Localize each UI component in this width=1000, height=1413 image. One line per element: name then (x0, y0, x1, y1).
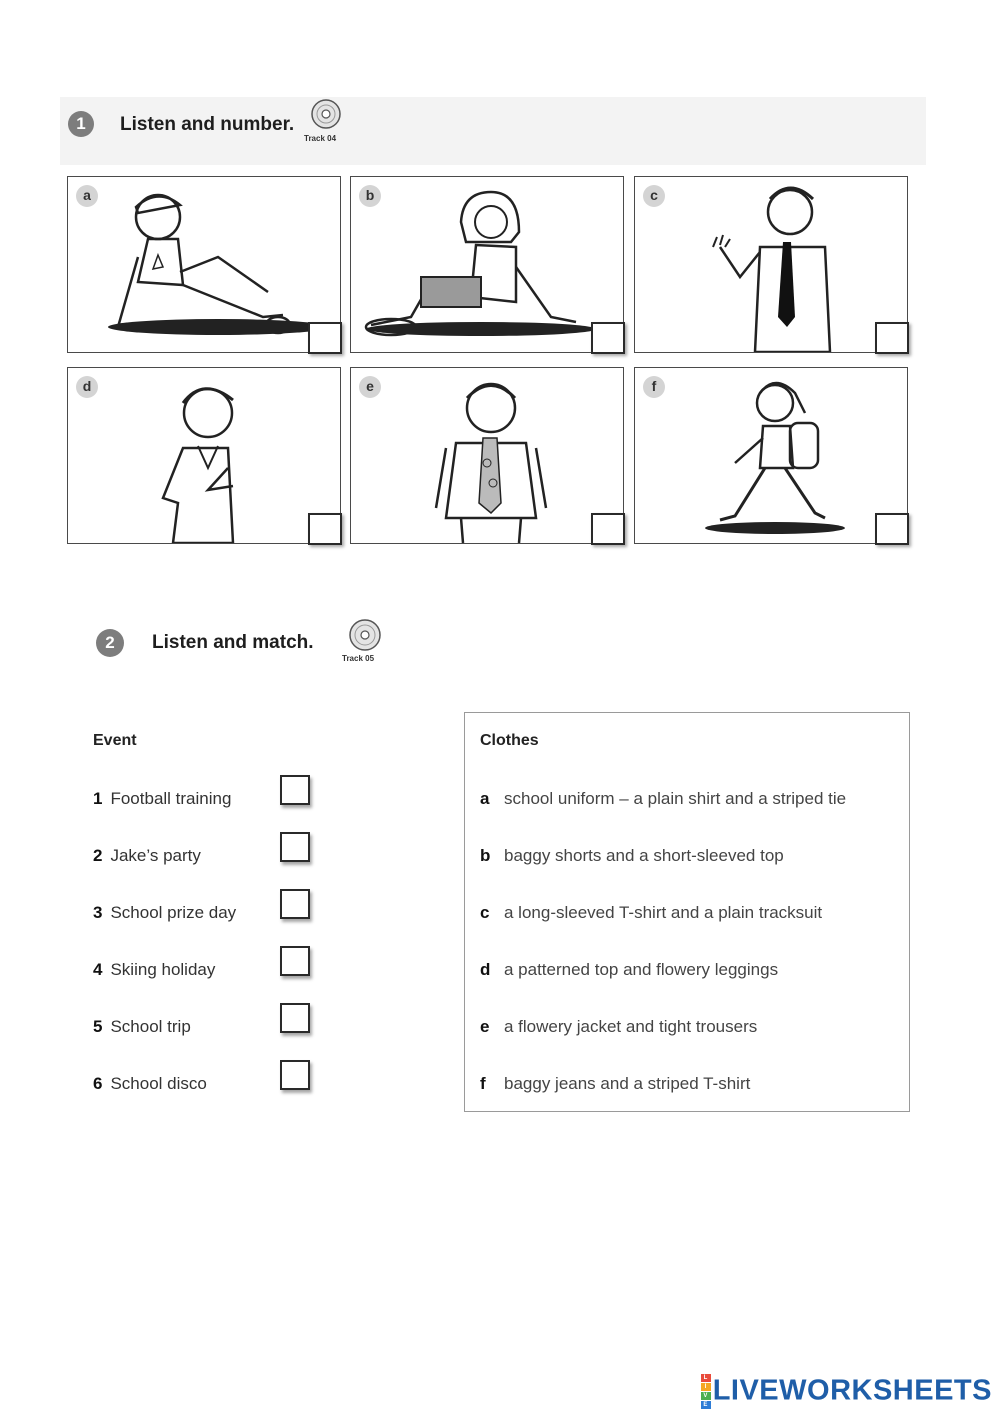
man-suit-waving-illustration (635, 177, 907, 352)
answer-box-b[interactable] (591, 322, 625, 354)
clothes-heading: Clothes (480, 732, 539, 749)
girl-walking-tracksuit-illustration (635, 368, 907, 543)
event-row-4 (93, 960, 215, 980)
logo-block: E (701, 1401, 711, 1409)
clothes-row-f (480, 1074, 750, 1094)
match-box-3[interactable] (280, 889, 310, 919)
clothes-letter: d (480, 960, 491, 979)
logo-text: LIVEWORKSHEETS (712, 1374, 992, 1407)
girl-sitting-leggings-illustration (351, 177, 623, 352)
clothes-row-a (480, 789, 846, 809)
clothes-text: baggy shorts and a short-sleeved top (504, 846, 784, 865)
event-row-6 (93, 1074, 207, 1094)
answer-box-f[interactable] (875, 513, 909, 545)
answer-box-d[interactable] (308, 513, 342, 545)
event-number: 5 (93, 1017, 103, 1036)
match-box-6[interactable] (280, 1060, 310, 1090)
clothes-text: a long-sleeved T-shirt and a plain tracksuit (504, 903, 823, 922)
match-box-1[interactable] (280, 775, 310, 805)
logo-block: I (701, 1383, 711, 1391)
event-row-5 (93, 1017, 191, 1037)
clothes-text: school uniform – a plain shirt and a striped tie (504, 789, 847, 808)
clothes-text: a patterned top and flowery leggings (504, 960, 779, 979)
card-letter: a (76, 185, 98, 207)
exercise2-title: Listen and match. (152, 632, 314, 653)
card-letter: d (76, 376, 98, 398)
match-box-5[interactable] (280, 1003, 310, 1033)
answer-box-a[interactable] (308, 322, 342, 354)
boy-polo-pointing-illustration (68, 368, 340, 543)
picture-card-e (350, 367, 624, 544)
exercise2-track: Track 05 (342, 654, 375, 663)
card-letter: b (359, 185, 381, 207)
event-text: School prize day (110, 903, 237, 922)
match-box-2[interactable] (280, 832, 310, 862)
picture-card-a (67, 176, 341, 353)
clothes-letter: c (480, 903, 490, 922)
match-box-4[interactable] (280, 946, 310, 976)
clothes-letter: f (480, 1074, 486, 1093)
boy-sitting-cap-illustration (68, 177, 340, 352)
event-number: 4 (93, 960, 103, 979)
event-number: 3 (93, 903, 103, 922)
card-letter: e (359, 376, 381, 398)
clothes-letter: e (480, 1017, 490, 1036)
clothes-text: a flowery jacket and tight trousers (504, 1017, 758, 1036)
exercise1-title: Listen and number. (120, 114, 295, 135)
logo-block: L (701, 1374, 711, 1382)
event-number: 6 (93, 1074, 103, 1093)
clothes-row-b (480, 846, 784, 866)
event-text: Skiing holiday (110, 960, 216, 979)
card-letter: f (643, 376, 665, 398)
event-heading: Event (93, 732, 137, 749)
event-text: Jake’s party (110, 846, 201, 865)
exercise1-track: Track 04 (304, 134, 337, 143)
event-number: 2 (93, 846, 103, 865)
answer-box-e[interactable] (591, 513, 625, 545)
event-row-1 (93, 789, 231, 809)
card-letter: c (643, 185, 665, 207)
event-text: Football training (110, 789, 232, 808)
exercise1-number: 1 (68, 111, 94, 137)
answer-box-c[interactable] (875, 322, 909, 354)
clothes-row-c (480, 903, 822, 923)
exercise2-number: 2 (96, 629, 124, 657)
clothes-row-e (480, 1017, 757, 1037)
clothes-row-d (480, 960, 778, 980)
event-text: School disco (110, 1074, 207, 1093)
boy-flowery-waistcoat-illustration (351, 368, 623, 543)
picture-card-d (67, 367, 341, 544)
logo-blocks-icon (701, 1374, 711, 1410)
cd-icon (310, 98, 342, 130)
clothes-text: baggy jeans and a striped T-shirt (504, 1074, 751, 1093)
clothes-letter: a (480, 789, 490, 808)
picture-card-f (634, 367, 908, 544)
logo-block: V (701, 1392, 711, 1400)
clothes-letter: b (480, 846, 491, 865)
picture-card-b (350, 176, 624, 353)
event-row-2 (93, 846, 201, 866)
liveworksheets-logo[interactable] (701, 1374, 992, 1410)
picture-card-c (634, 176, 908, 353)
event-number: 1 (93, 789, 103, 808)
cd-icon (348, 618, 382, 652)
event-text: School trip (110, 1017, 191, 1036)
event-row-3 (93, 903, 236, 923)
